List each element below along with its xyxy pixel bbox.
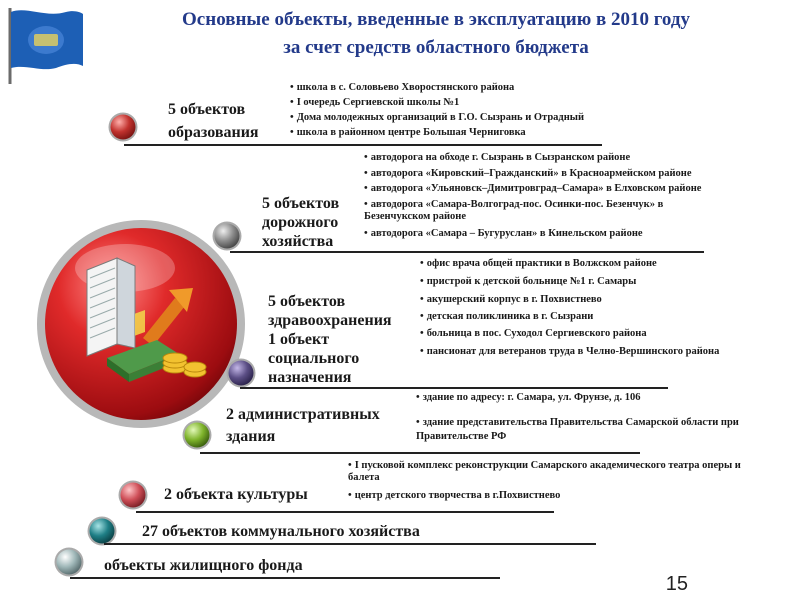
title-line-2: за счет средств областного бюджета (283, 37, 589, 58)
rule-housing (70, 577, 500, 579)
list-education (290, 82, 710, 142)
rule-culture (136, 511, 554, 513)
list-item: • детская поликлиника в г. Сызрани (420, 311, 593, 323)
list-item: • центр детского творчества в г.Похвистнево (348, 490, 560, 502)
category-culture: 2 объекта культуры (164, 486, 308, 503)
list-item: • школа в с. Соловьево Хворостянского района (290, 82, 514, 94)
list-item: • акушерский корпус в г. Похвистнево (420, 294, 602, 306)
title-line-1: Основные объекты, введенные в эксплуатацию в 2010 году (182, 9, 690, 30)
list-item: • здание по адресу: г. Самара, ул. Фрунзе, д. 106 (416, 392, 640, 404)
list-item: • пансионат для ветеранов труда в Челно-Вершинского района (420, 346, 770, 358)
list-item: • I очередь Сергиевской школы №1 (290, 97, 459, 109)
list-item: • больница в пос. Суходол Сергиевского района (420, 328, 647, 340)
education-ball-icon (108, 112, 138, 142)
culture-ball-icon (118, 480, 148, 510)
list-item: • автодорога на обходе г. Сызрань в Сызранском районе (364, 152, 630, 164)
utilities-ball-icon (87, 516, 117, 546)
rule-education (124, 144, 602, 146)
rule-roads (230, 251, 704, 253)
list-item: • автодорога «Ульяновск–Димитровград–Самара» в Елховском районе (364, 183, 701, 195)
category-education: 5 объектов образования (168, 101, 259, 141)
list-item: • Дома молодежных организаций в Г.О. Сызрань и Отрадный (290, 112, 584, 124)
category-roads: 5 объектов дорожного хозяйства (262, 195, 340, 250)
list-health (420, 258, 780, 378)
page-number: 15 (665, 573, 688, 595)
list-item: • I пусковой комплекс реконструкции Самарского академического театра оперы и балета (348, 460, 758, 484)
list-culture (348, 460, 768, 510)
housing-ball-icon (54, 547, 84, 577)
category-housing: объекты жилищного фонда (104, 557, 303, 574)
roads-ball-icon (212, 221, 242, 251)
rule-admin (200, 452, 640, 454)
list-item: • автодорога «Самара-Волгоград-пос. Осинки-пос. Безенчук» в Безенчукском районе (364, 199, 724, 223)
list-item: • пристрой к детской больнице №1 г. Самары (420, 276, 636, 288)
list-item: • здание представительства Правительства Самарской области при Правительстве РФ (416, 416, 776, 444)
list-item: • автодорога «Кировский–Гражданский» в Красноармейском районе (364, 168, 691, 180)
category-utilities: 27 объектов коммунального хозяйства (142, 523, 420, 540)
list-item: • автодорога «Самара – Бугуруслан» в Кинельском районе (364, 228, 643, 240)
rule-utilities (104, 543, 596, 545)
list-item: • школа в районном центре Большая Черниговка (290, 127, 526, 139)
list-admin (416, 392, 786, 448)
category-admin: 2 административных здания (226, 406, 380, 445)
admin-ball-icon (182, 420, 212, 450)
flag-emblem (6, 6, 84, 84)
page-title (96, 6, 776, 62)
list-roads (364, 152, 744, 242)
list-item: • офис врача общей практики в Волжском районе (420, 258, 657, 270)
category-health: 5 объектов здравоохранения 1 объект социального назначения (268, 293, 392, 386)
rule-health (240, 387, 668, 389)
health-ball-icon (226, 358, 256, 388)
